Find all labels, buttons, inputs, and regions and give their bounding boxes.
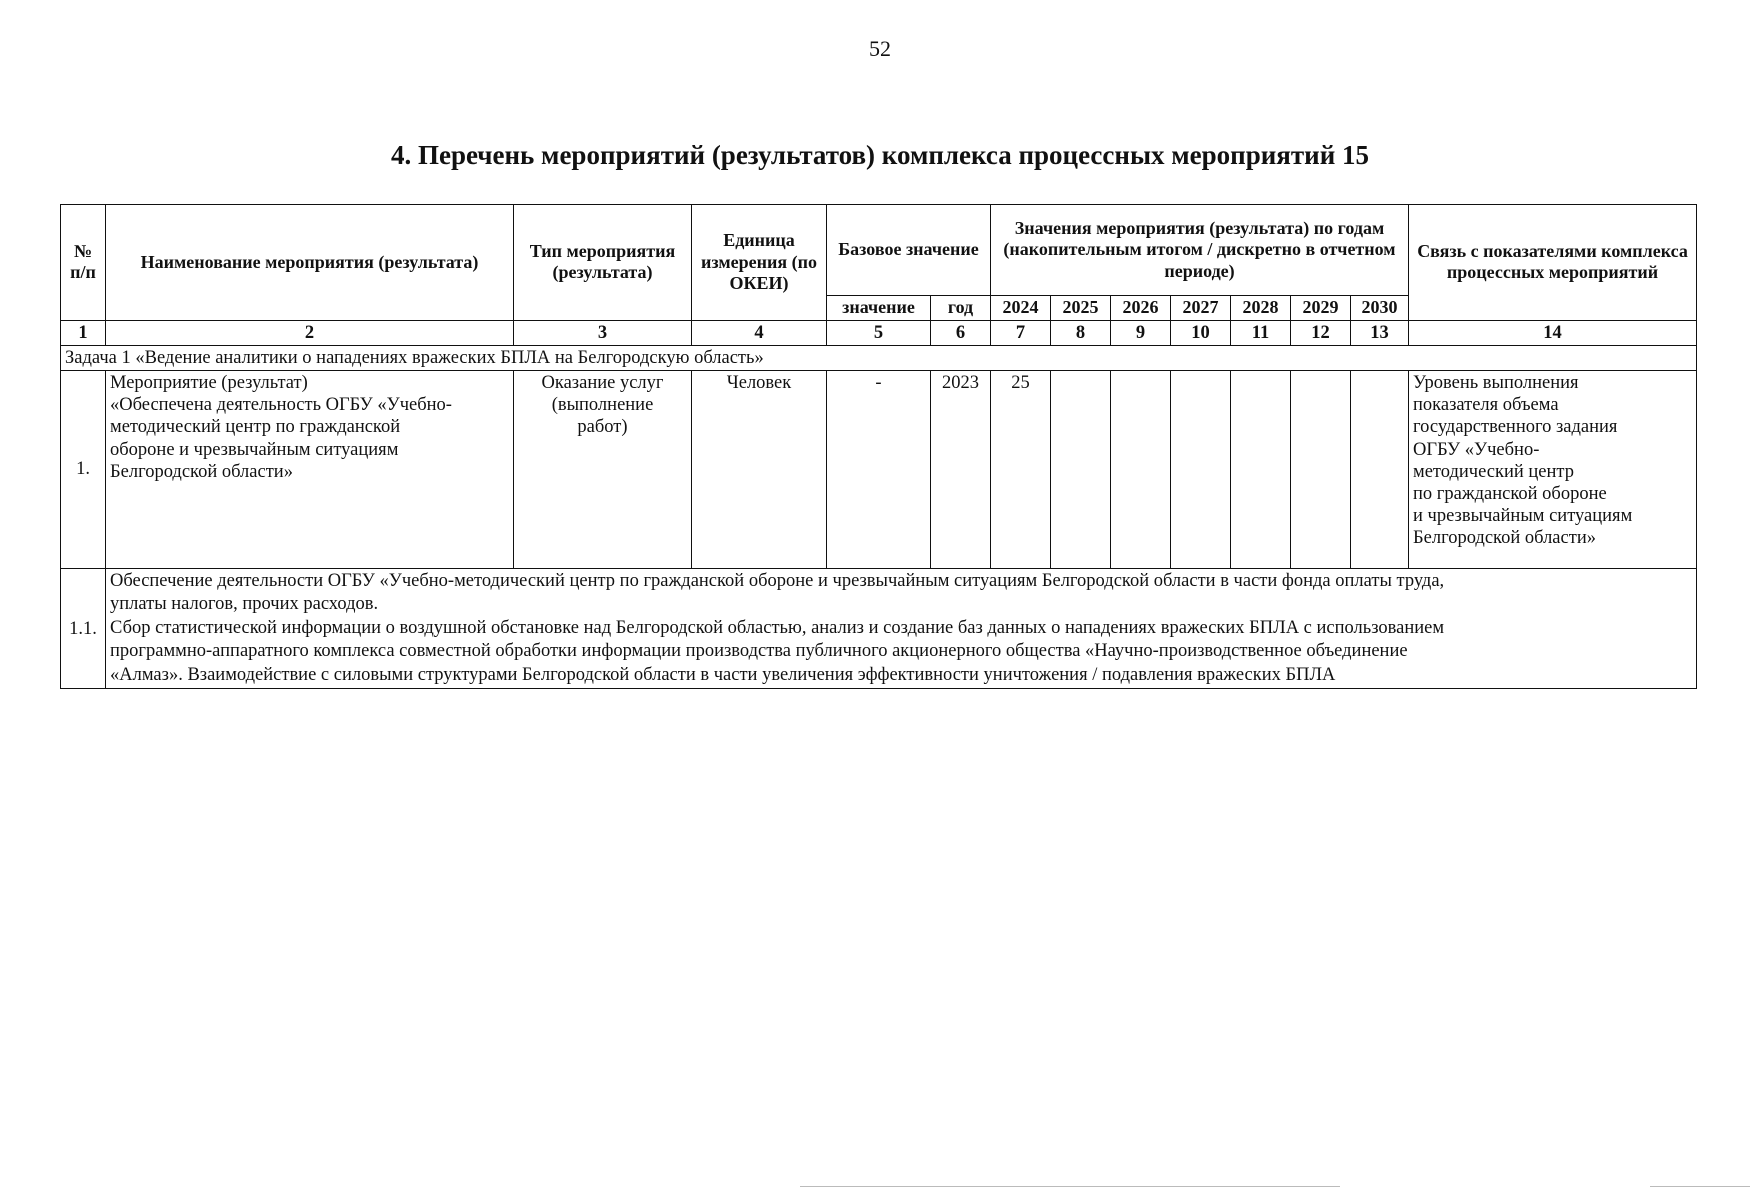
table-row [61, 370, 1697, 568]
measure-type-line: Оказание услуг [541, 372, 664, 393]
measure-type-line: работ) [577, 417, 628, 438]
column-number: 7 [991, 320, 1051, 345]
header-year-2027: 2027 [1171, 296, 1231, 321]
header-year-2030: 2030 [1351, 296, 1409, 321]
measure-name-line: обороне и чрезвычайным ситуациям [110, 439, 399, 460]
header-year-2028: 2028 [1231, 296, 1291, 321]
indicator-link-line: и чрезвычайным ситуациям [1413, 506, 1633, 527]
subrow-description-line: «Алмаз». Взаимодействие с силовыми структурами Белгородской области в части увеличения эффективности уничтожения / подавления вражеских БПЛА [110, 664, 1336, 685]
page-number: 52 [869, 36, 891, 61]
header-base-value: значение [827, 296, 931, 321]
column-number: 11 [1231, 320, 1291, 345]
header-year-2025: 2025 [1051, 296, 1111, 321]
indicator-link-line: Белгородской области» [1413, 528, 1596, 549]
column-number: 8 [1051, 320, 1111, 345]
measure-type-line: (выполнение [551, 395, 654, 416]
base-value: - [827, 370, 931, 568]
subrow-description-line: Сбор статистической информации о воздушной обстановке над Белгородской областью, анализ и создание баз данных о нападениях вражеских БПЛА с использованием [110, 617, 1445, 638]
subrow-description [106, 568, 1697, 688]
page-title: 4. Перечень мероприятий (результатов) комплекса процессных мероприятий 15 [390, 140, 1370, 170]
header-type: Тип мероприятия (результата) [514, 205, 692, 321]
indicator-link-line: по гражданской обороне [1413, 483, 1607, 504]
header-unit: Единица измерения (по ОКЕИ) [692, 205, 827, 321]
indicator-link-line: методический центр [1413, 461, 1574, 482]
column-number: 10 [1171, 320, 1231, 345]
measure-name-line: Мероприятие (результат) [110, 372, 308, 393]
footer-rule [800, 1186, 1340, 1187]
header-base: Базовое значение [827, 205, 991, 296]
subrow-index: 1.1. [61, 568, 106, 688]
column-number: 1 [61, 320, 106, 345]
indicator-link-line: показателя объема [1413, 395, 1559, 416]
indicator-link [1409, 370, 1697, 568]
base-year: 2023 [931, 370, 991, 568]
value-2028 [1231, 370, 1291, 568]
measure-type [514, 370, 692, 568]
measure-name-line: Белгородской области» [110, 461, 293, 482]
column-number: 2 [106, 320, 514, 345]
column-number: 14 [1409, 320, 1697, 345]
header-year-2026: 2026 [1111, 296, 1171, 321]
value-2026 [1111, 370, 1171, 568]
column-number: 5 [827, 320, 931, 345]
subrow-description-line: Обеспечение деятельности ОГБУ «Учебно-методический центр по гражданской обороне и чрезвычайным ситуациям Белгородской области в части фонда оплаты труда, [110, 570, 1445, 591]
measure-name-line: методический центр по гражданской [110, 417, 401, 438]
header-link: Связь с показателями комплекса процессных мероприятий [1409, 205, 1697, 321]
measure-name [106, 370, 514, 568]
footer-rule [1650, 1186, 1750, 1187]
indicator-link-line: ОГБУ «Учебно- [1413, 439, 1540, 460]
value-2027 [1171, 370, 1231, 568]
header-values: Значения мероприятия (результата) по годам (накопительным итогом / дискретно в отчетном периоде) [991, 205, 1409, 296]
column-number: 13 [1351, 320, 1409, 345]
column-number: 6 [931, 320, 991, 345]
indicator-link-line: государственного задания [1413, 417, 1618, 438]
column-number: 4 [692, 320, 827, 345]
header-num: № п/п [61, 205, 106, 321]
measure-unit: Человек [692, 370, 827, 568]
column-number: 9 [1111, 320, 1171, 345]
value-2024: 25 [991, 370, 1051, 568]
row-index: 1. [61, 370, 106, 568]
value-2030 [1351, 370, 1409, 568]
task-heading: Задача 1 «Ведение аналитики о нападениях вражеских БПЛА на Белгородскую область» [61, 345, 1697, 370]
table-row [61, 568, 1697, 688]
header-name: Наименование мероприятия (результата) [106, 205, 514, 321]
value-2029 [1291, 370, 1351, 568]
header-base-year: год [931, 296, 991, 321]
header-year-2024: 2024 [991, 296, 1051, 321]
column-number: 12 [1291, 320, 1351, 345]
value-2025 [1051, 370, 1111, 568]
header-year-2029: 2029 [1291, 296, 1351, 321]
measures-table [60, 204, 1697, 689]
subrow-description-line: программно-аппаратного комплекса совместной обработки информации производства публичного акционерного общества «Научно-производственное объединение [110, 641, 1408, 662]
column-number: 3 [514, 320, 692, 345]
indicator-link-line: Уровень выполнения [1413, 372, 1579, 393]
subrow-description-line: уплаты налогов, прочих расходов. [110, 594, 379, 615]
measure-name-line: «Обеспечена деятельность ОГБУ «Учебно- [110, 395, 452, 416]
